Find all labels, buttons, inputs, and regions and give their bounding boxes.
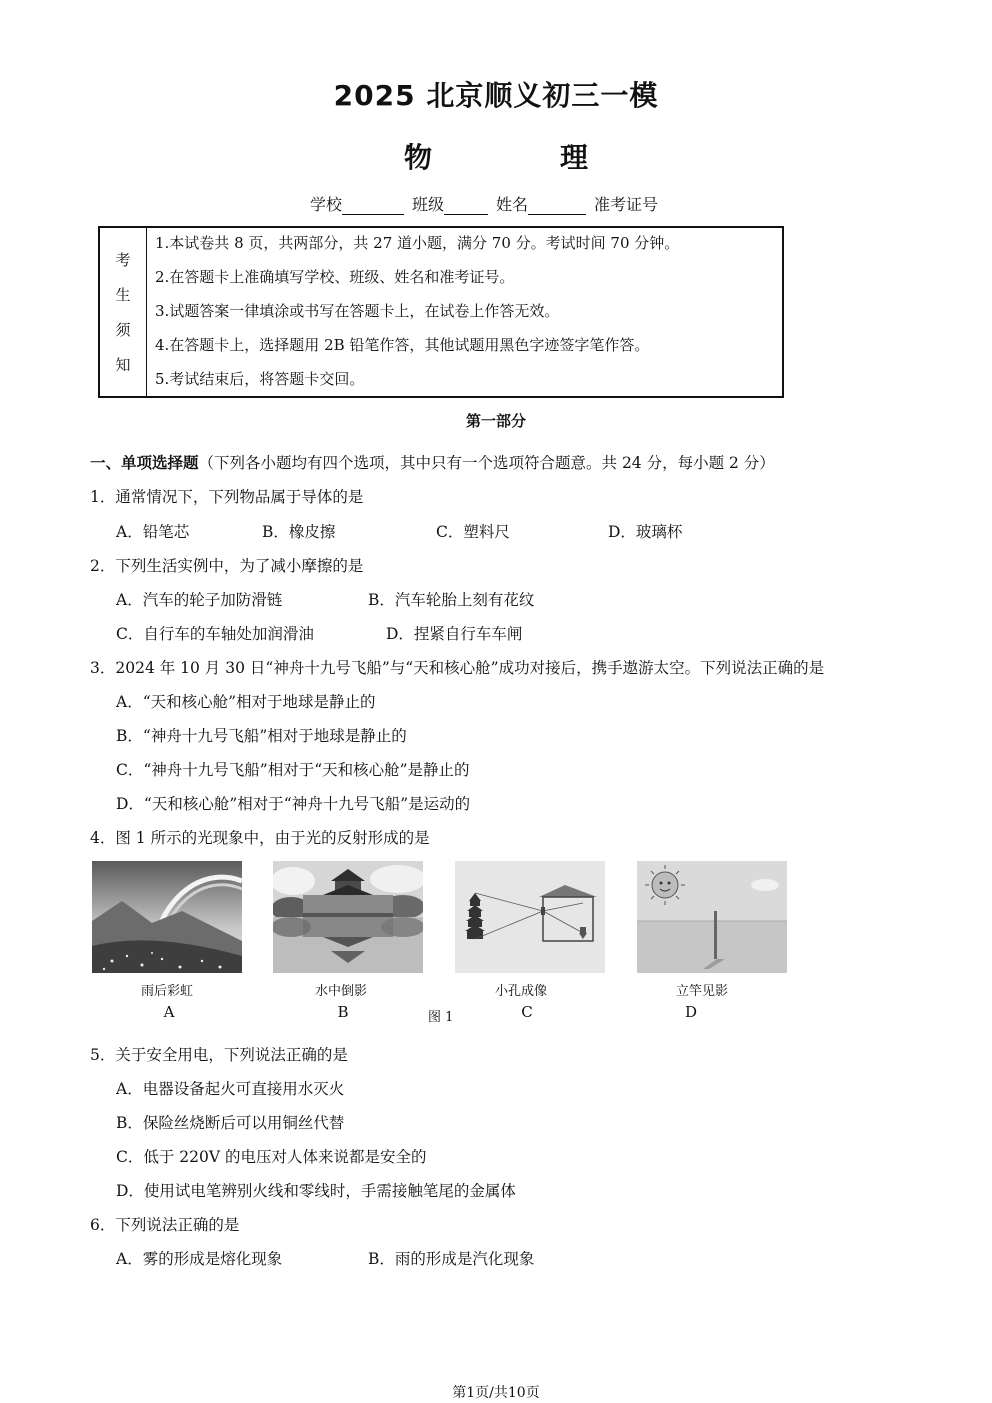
q2-option-d: D．捏紧自行车车闸 [386,625,523,643]
q1-option-c: C．塑料尺 [436,523,510,541]
figure-reflection-image [273,861,423,973]
field-class-blank [444,196,488,215]
figure-b-caption: 水中倒影 [314,984,367,999]
field-id-label: 准考证号 [594,195,659,214]
notice-side-char: 生 [115,286,131,304]
q3-option-d: D．“天和核心舱”相对于“神舟十九号飞船”是运动的 [116,795,471,813]
notice-rule: 3.试题答案一律填涂或书写在答题卡上，在试卷上作答无效。 [155,302,560,320]
notice-side-label [100,228,147,396]
figure-b-letter: B [337,1003,349,1021]
figure-a-letter: A [163,1003,175,1021]
page-title: 2025 北京顺义初三一模 [333,79,659,112]
q5-option-d: D．使用试电笔辨别火线和零线时，手需接触笔尾的金属体 [116,1182,516,1200]
notice-side-char: 考 [115,251,131,269]
q1-option-b: B．橡皮擦 [262,523,336,541]
figure-a-caption: 雨后彩虹 [140,984,193,999]
exam-notice-box [98,226,784,398]
part-heading-rest: （下列各小题均有四个选项，其中只有一个选项符合题意。共 24 分，每小题 2 分） [198,454,775,472]
question-4-stem: 4．图 1 所示的光现象中，由于光的反射形成的是 [90,829,430,847]
figure-d-caption: 立竿见影 [675,984,728,999]
q5-option-a: A．电器设备起火可直接用水灭火 [116,1080,345,1098]
figure-c-caption: 小孔成像 [494,984,547,999]
q3-option-c: C．“神舟十九号飞船”相对于“天和核心舱”是静止的 [116,761,470,779]
notice-rule: 5.考试结束后，将答题卡交回。 [155,370,365,388]
q1-option-d: D．玻璃杯 [608,523,683,541]
q6-option-b: B．雨的形成是汽化现象 [368,1250,535,1268]
subject-title: 物 理 [403,141,638,174]
figure-c-letter: C [521,1003,533,1021]
notice-side-char: 知 [115,356,131,374]
figure-pinhole-image [455,861,605,973]
section-title: 第一部分 [465,412,526,430]
q5-option-c: C．低于 220V 的电压对人体来说都是安全的 [116,1148,427,1166]
q2-option-a: A．汽车的轮子加防滑链 [116,591,283,609]
field-name-label: 姓名 [496,195,529,214]
q3-option-a: A．“天和核心舱”相对于地球是静止的 [116,693,376,711]
q1-option-a: A．铅笔芯 [116,523,190,541]
notice-rule: 1.本试卷共 8 页，共两部分，共 27 道小题，满分 70 分。考试时间 70 分钟。 [155,234,680,252]
page-footer: 第1页/共10页 [452,1385,540,1401]
question-6-stem: 6．下列说法正确的是 [90,1216,240,1234]
field-class-label: 班级 [412,195,445,214]
figure-rainbow-image [92,861,242,973]
q3-option-b: B．“神舟十九号飞船”相对于地球是静止的 [116,727,407,745]
q2-option-b: B．汽车轮胎上刻有花纹 [368,591,535,609]
notice-side-char: 须 [115,321,131,339]
q5-option-b: B．保险丝烧断后可以用铜丝代替 [116,1114,345,1132]
figure-d-letter: D [684,1003,698,1021]
notice-rules [147,228,782,396]
figure-label: 图 1 [428,1010,454,1025]
notice-rule: 4.在答题卡上，选择题用 2B 铅笔作答，其他试题用黑色字迹签字笔作答。 [155,336,650,354]
q2-option-c: C．自行车的车轴处加润滑油 [116,625,314,643]
field-school-blank [342,196,404,215]
field-name-blank [528,196,586,215]
part-heading [90,452,775,474]
figure-shadow-image [637,861,787,973]
question-1-stem: 1．通常情况下，下列物品属于导体的是 [90,488,364,506]
question-2-stem: 2．下列生活实例中，为了减小摩擦的是 [90,557,364,575]
question-3-stem: 3．2024 年 10 月 30 日“神舟十九号飞船”与“天和核心舱”成功对接后，携手遨游太空。下列说法正确的是 [90,659,825,677]
q6-option-a: A．雾的形成是熔化现象 [116,1250,283,1268]
part-heading-bold: 一、单项选择题 [90,454,199,472]
student-info-line [310,192,658,215]
notice-rule: 2.在答题卡上准确填写学校、班级、姓名和准考证号。 [155,268,515,286]
field-school-label: 学校 [310,195,343,214]
question-5-stem: 5．关于安全用电，下列说法正确的是 [90,1046,348,1064]
